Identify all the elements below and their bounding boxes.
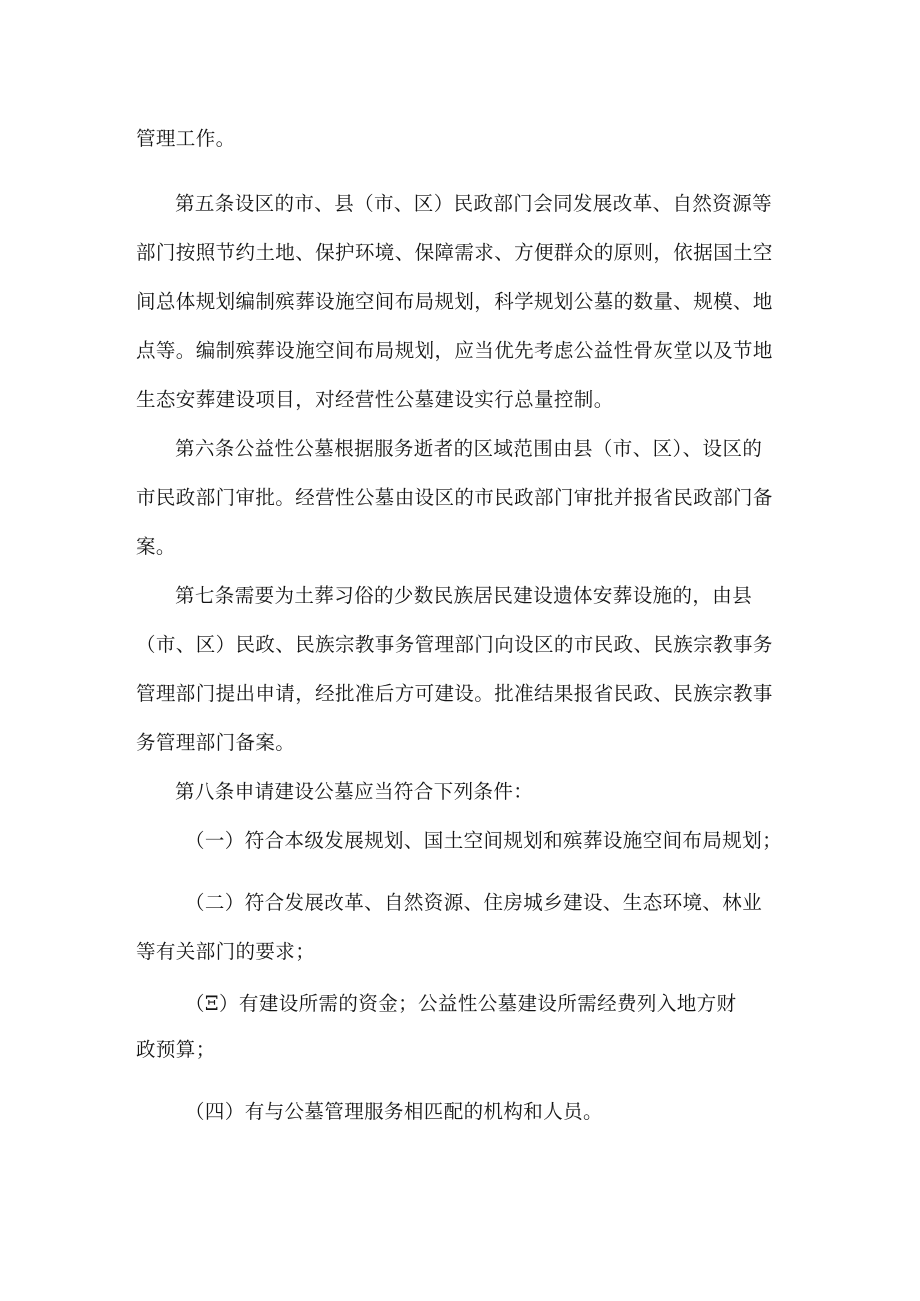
text-line: 部门按照节约土地、保护环境、保障需求、方便群众的原则，依据国土空 xyxy=(136,241,773,264)
text-line: 第六条公益性公墓根据服务逝者的区域范围由县（市、区）、设区的 xyxy=(175,437,763,460)
text-line: 管理部门提出申请，经批准后方可建设。批准结果报省民政、民族宗教事 xyxy=(136,682,773,705)
text-line: 第八条申请建设公墓应当符合下列条件： xyxy=(175,780,534,803)
text-line: （二）符合发展改革、自然资源、住房城乡建设、生态环境、林业 xyxy=(185,891,763,914)
text-line: 等有关部门的要求； xyxy=(136,940,316,963)
text-line: 间总体规划编制殡葬设施空间布局规划，科学规划公墓的数量、规模、地 xyxy=(136,290,773,313)
text-line: （一）符合本级发展规划、国土空间规划和殡葬设施空间布局规划； xyxy=(185,829,783,852)
text-line: 管理工作。 xyxy=(136,127,236,150)
text-line: 点等。编制殡葬设施空间布局规划，应当优先考虑公益性骨灰堂以及节地 xyxy=(136,339,773,362)
text-line: 生态安葬建设项目，对经营性公墓建设实行总量控制。 xyxy=(136,388,614,411)
text-line: 政预算； xyxy=(136,1038,216,1061)
text-line: 务管理部门备案。 xyxy=(136,731,296,754)
text-line: 第五条设区的市、县（市、区）民政部门会同发展改革、自然资源等 xyxy=(175,192,773,215)
text-line: （市、区）民政、民族宗教事务管理部门向设区的市民政、民族宗教事务 xyxy=(136,633,773,656)
text-line: 市民政部门审批。经营性公墓由设区的市民政部门审批并报省民政部门备 xyxy=(136,486,773,509)
text-line: （Ξ）有建设所需的资金；公益性公墓建设所需经费列入地方财 xyxy=(185,992,737,1015)
text-line: 案。 xyxy=(136,535,176,558)
text-line: （四）有与公墓管理服务相匹配的机构和人员。 xyxy=(185,1100,603,1123)
text-line: 第七条需要为土葬习俗的少数民族居民建设遗体安葬设施的，由县 xyxy=(175,584,753,607)
